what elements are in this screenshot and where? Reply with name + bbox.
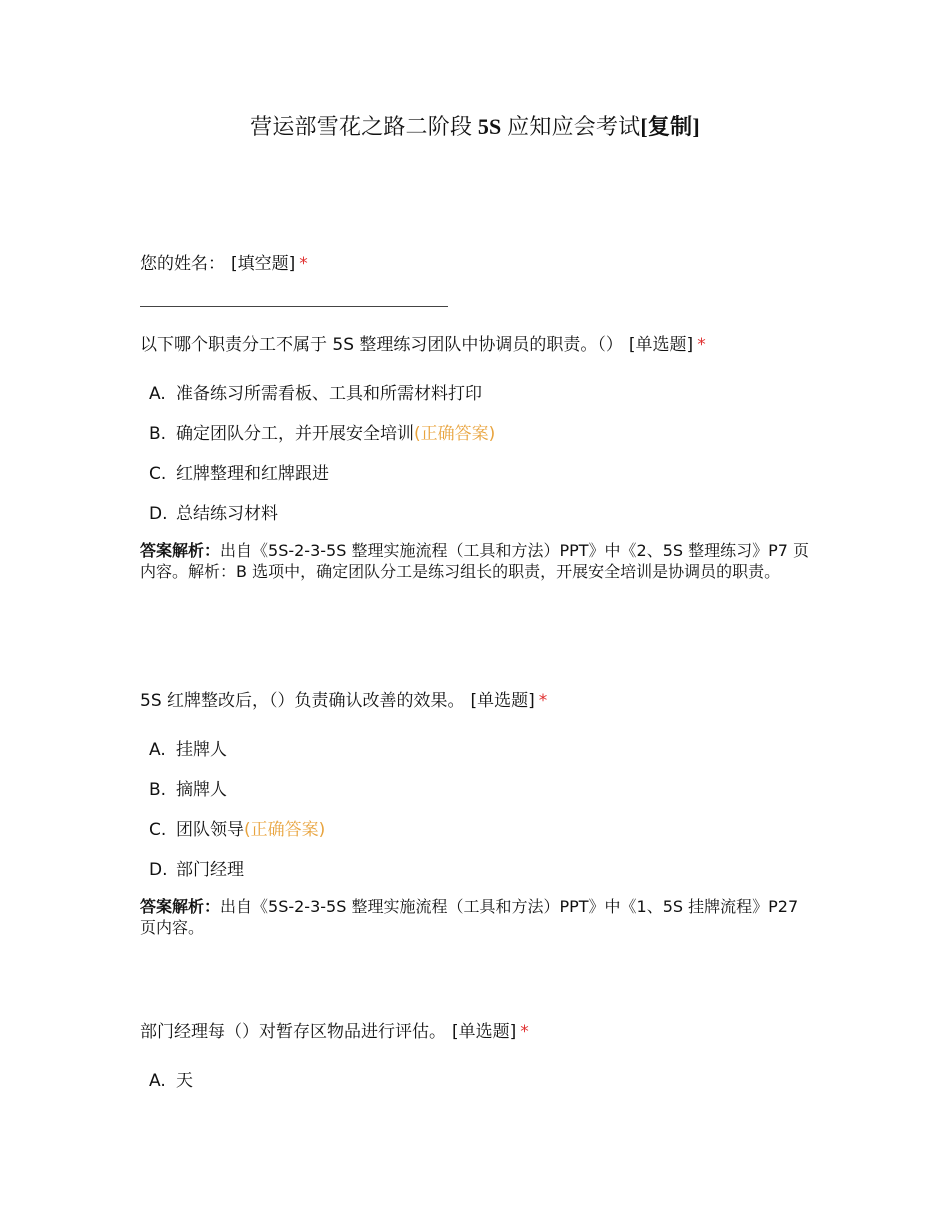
question-3 [140,689,820,938]
option-letter: D. [149,860,168,880]
option-a[interactable] [140,730,820,770]
answer-analysis [140,896,812,938]
option-c[interactable] [140,810,820,850]
analysis-text: 出自《5S-2-3-5S 整理实施流程（工具和方法）PPT》中《2、5S 整理练习》P7 页内容。解析：B 选项中，确定团队分工是练习组长的职责，开展安全培训是协调员的职责。 [140,541,810,581]
name-answer-line[interactable] [140,306,448,307]
analysis-text: 出自《5S-2-3-5S 整理实施流程（工具和方法）PPT》中《1、5S 挂牌流程》P27 页内容。 [140,897,799,937]
title-rest: 应知应会考试 [501,114,641,139]
correct-answer-tag: (正确答案) [414,424,496,444]
option-d[interactable] [140,850,820,890]
option-a[interactable] [140,374,820,414]
analysis-label: 答案解析： [140,897,221,916]
option-text: 确定团队分工，并开展安全培训 [176,424,414,444]
option-text: 团队领导 [176,820,244,840]
option-letter: A. [149,1071,166,1091]
option-letter: A. [149,384,166,404]
option-c[interactable] [140,454,820,494]
question-4 [140,1020,820,1101]
title-5s: 5S [477,114,502,139]
option-letter: C. [149,464,167,484]
required-mark: * [697,335,706,355]
option-text: 天 [176,1071,193,1091]
option-text: 挂牌人 [176,740,227,760]
question-type: [单选题] [628,335,694,355]
question-type: [填空题] [231,254,296,274]
option-text: 红牌整理和红牌跟进 [176,464,329,484]
option-b[interactable] [140,414,820,454]
page-title [0,110,950,141]
analysis-label: 答案解析： [140,541,221,560]
question-title: 以下哪个职责分工不属于 5S 整理练习团队中协调员的职责。（） [140,335,623,355]
option-a[interactable] [140,1061,820,1101]
option-text: 部门经理 [176,860,244,880]
question-title: 您的姓名： [140,254,225,274]
option-b[interactable] [140,770,820,810]
question-2 [140,333,820,582]
title-main: 营运部雪花之路二阶段 [250,114,478,139]
answer-analysis [140,540,812,582]
required-mark: * [538,691,548,711]
option-letter: D. [149,504,168,524]
option-letter: C. [149,820,167,840]
question-type: [单选题] [452,1022,517,1042]
option-text: 总结练习材料 [176,504,278,524]
option-letter: B. [149,780,167,800]
required-mark: * [520,1022,529,1042]
question-name [140,252,820,276]
option-letter: B. [149,424,167,444]
option-text: 准备练习所需看板、工具和所需材料打印 [176,384,482,404]
correct-answer-tag: (正确答案) [244,820,326,840]
option-d[interactable] [140,494,820,534]
question-title: 5S 红牌整改后，（）负责确认改善的效果。 [140,691,465,711]
option-text: 摘牌人 [176,780,227,800]
title-copy-suffix: [复制] [640,114,700,139]
option-letter: A. [149,740,166,760]
question-title: 部门经理每（）对暂存区物品进行评估。 [140,1022,446,1042]
required-mark: * [299,254,308,274]
question-type: [单选题] [470,691,535,711]
